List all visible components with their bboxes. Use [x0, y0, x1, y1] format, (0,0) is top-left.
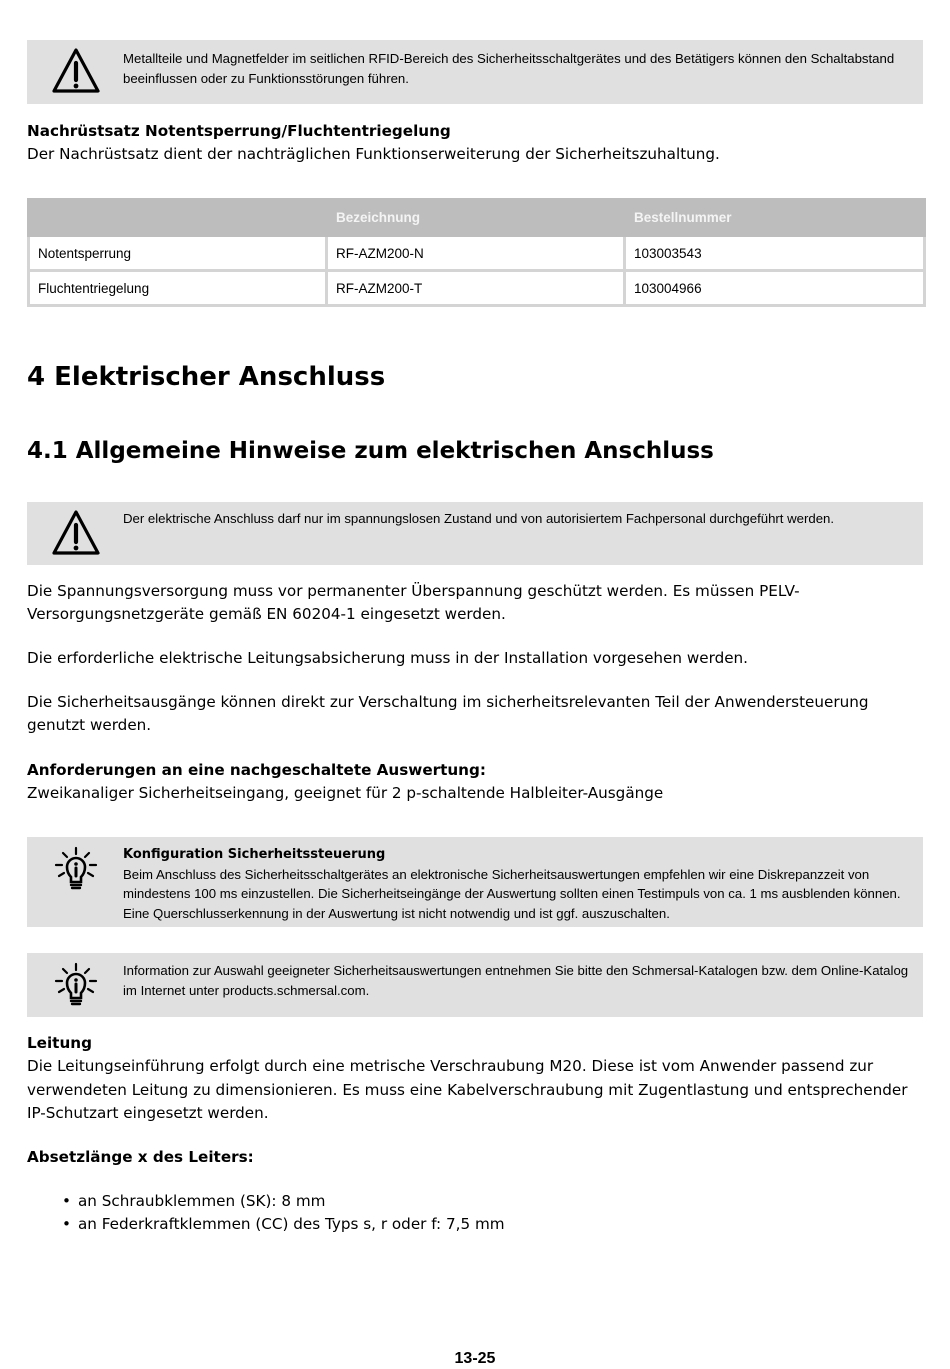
info-title: Konfiguration Sicherheitssteuerung — [123, 847, 386, 862]
warning-notice-electrical — [27, 502, 923, 565]
info-text — [123, 845, 915, 923]
table-cell: Notentsperrung — [29, 236, 327, 271]
power-supply-paragraph: Die Spannungsversorgung muss vor permanenter Überspannung geschützt werden. Es müssen PELV-Versorgungsnetzgeräte gemäß EN 60204-1 eingesetzt werden. — [27, 582, 800, 624]
warning-triangle-icon — [51, 508, 101, 558]
retrofit-text: Der Nachrüstsatz dient der nachträglichen Funktionserweiterung der Sicherheitszuhaltung. — [27, 145, 720, 164]
table-header-cell: Bezeichnung — [327, 200, 625, 236]
cable-heading: Leitung — [27, 1034, 92, 1052]
warning-notice-rfid — [27, 40, 923, 104]
warning-text: Metallteile und Magnetfelder im seitlichen RFID-Bereich des Sicherheitsschaltgerätes und des Betätigers können den Schaltabstand beeinflussen oder zu Funktionsstörungen führen. — [123, 51, 895, 86]
lightbulb-info-icon — [51, 845, 101, 895]
list-item: • an Federkraftklemmen (CC) des Typs s, r oder f: 7,5 mm — [60, 1213, 505, 1236]
outputs-paragraph: Die Sicherheitsausgänge können direkt zur Verschaltung im sicherheitsrelevanten Teil der Anwendersteuerung genutzt werden. — [27, 693, 869, 735]
retrofit-section — [27, 120, 923, 167]
warning-text: Der elektrische Anschluss darf nur im spannungslosen Zustand und von autorisiertem Fachpersonal durchgeführt werden. — [123, 511, 835, 526]
retrofit-table — [27, 198, 926, 307]
info-notice-catalog — [27, 953, 923, 1017]
requirements-heading: Anforderungen an eine nachgeschaltete Auswertung: — [27, 761, 486, 779]
cable-section — [27, 1032, 923, 1126]
table-header-cell: Bestellnummer — [625, 200, 925, 236]
table-cell: Fluchtentriegelung — [29, 271, 327, 306]
table-row — [29, 271, 925, 306]
info-body: Beim Anschluss des Sicherheitsschaltgerätes an elektronische Sicherheitsauswertungen empfehlen wir eine Diskrepanzzeit von mindestens 100 ms einzustellen. Die Sicherheitseingänge der Auswertung sollten einen Testimpuls von ca. 1 ms ausblenden können. Eine Querschlusserkennung in der Auswertung ist nicht notwendig und ist ggf. auszuschalten. — [123, 866, 901, 921]
page-number: 13-25 — [454, 1350, 496, 1367]
table-cell: 103004966 — [625, 271, 925, 306]
table-cell: 103003543 — [625, 236, 925, 271]
fuse-paragraph: Die erforderliche elektrische Leitungsabsicherung muss in der Installation vorgesehen werden. — [27, 649, 749, 667]
table-header-row — [29, 200, 925, 236]
requirements-section — [27, 759, 923, 806]
table-header-cell — [29, 200, 327, 236]
retrofit-heading: Nachrüstsatz Notentsperrung/Fluchtentriegelung — [27, 122, 451, 140]
requirements-text: Zweikanaliger Sicherheitseingang, geeignet für 2 p-schaltende Halbleiter-Ausgänge — [27, 784, 664, 803]
info-notice-configuration — [27, 837, 923, 927]
strip-length-heading: Absetzlänge x des Leiters: — [27, 1148, 254, 1166]
warning-triangle-icon — [51, 46, 101, 96]
table-cell: RF-AZM200-N — [327, 236, 625, 271]
info-text: Information zur Auswahl geeigneter Sicherheitsauswertungen entnehmen Sie bitte den Schmersal-Katalogen bzw. dem Online-Katalog im Internet unter products.schmersal.com. — [123, 963, 909, 998]
lightbulb-info-icon — [51, 961, 101, 1011]
strip-length-list — [60, 1190, 505, 1237]
table-row — [29, 236, 925, 271]
subsection-title: 4.1 Allgemeine Hinweise zum elektrischen Anschluss — [27, 438, 714, 464]
list-item: • an Schraubklemmen (SK): 8 mm — [60, 1190, 505, 1213]
section-title: 4 Elektrischer Anschluss — [27, 362, 386, 392]
table-cell: RF-AZM200-T — [327, 271, 625, 306]
cable-text: Die Leitungseinführung erfolgt durch eine metrische Verschraubung M20. Diese ist vom Anwender passend zur verwendeten Leitung zu dimensionieren. Es muss eine Kabelverschraubung mit Zugentlastung und entsprechender IP-Schutzart eingesetzt werden. — [27, 1057, 908, 1123]
